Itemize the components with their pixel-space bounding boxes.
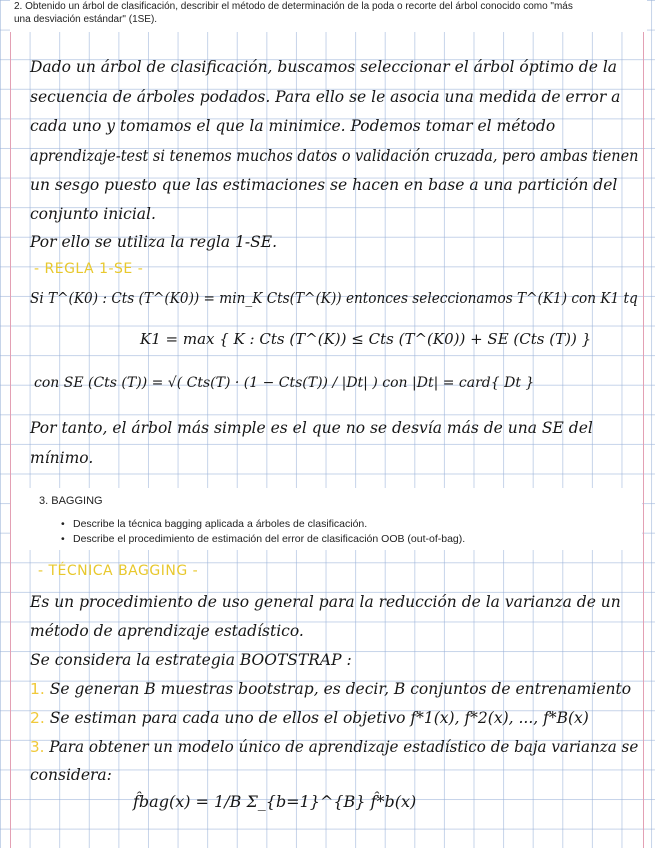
answer2-line-3: cada uno y tomamos el que la minimice. Podemos tomar el método [30, 117, 556, 135]
step-1-number: 1. [30, 680, 45, 698]
answer2-line-1: Dado un árbol de clasificación, buscamos seleccionar el árbol óptimo de la [30, 58, 618, 76]
question-3-block [11, 488, 642, 550]
answer2-line-5: un sesgo puesto que las estimaciones se hacen en base a una partición del [30, 176, 618, 194]
question-2-line-2: una desviación estándar" (1SE). [14, 14, 158, 25]
question-3-bullet-2: • Describe el procedimiento de estimación del error de clasificación OOB (out-of-bag). [59, 532, 465, 547]
bagging-intro-line-3: Se considera la estrategia BOOTSTRAP : [30, 651, 352, 669]
question-2-line-1: 2. Obtenido un árbol de clasificación, describir el método de determinación de la poda o recorte del árbol conocido como "más [14, 1, 573, 12]
step-3-number: 3. [30, 738, 45, 756]
bagging-step-3-continuation: considera: [30, 766, 112, 784]
bagging-intro-line-2: método de aprendizaje estadístico. [30, 622, 304, 640]
step-1-text: Se generan B muestras bootstrap, es decir, B conjuntos de entrenamiento [49, 680, 632, 698]
rule-line-1: Si T^(K0) : Cts (T^(K0)) = min_K Cts(T^(K)) entonces seleccionamos T^(K1) con K1 tq [30, 289, 638, 307]
rule-1se-heading: - REGLA 1-SE - [34, 261, 144, 277]
bagging-step-1 [30, 680, 631, 698]
notebook-margin-right [643, 0, 644, 848]
step-2-text: Se estiman para cada uno de ellos el objetivo f*1(x), f*2(x), ..., f*B(x) [49, 709, 589, 727]
notebook-margin-left [10, 0, 11, 848]
answer2-line-2: secuencia de árboles podados. Para ello se le asocia una medida de error a [30, 88, 621, 106]
se-definition-line: con SE (Cts (T)) = √( Cts(T) · (1 − Cts(T)) / |Dt| ) con |Dt| = card{ Dt } [34, 375, 535, 391]
bagging-heading: - TÉCNICA BAGGING - [38, 563, 199, 579]
answer2-line-6: conjunto inicial. [30, 205, 156, 223]
rule-line-2: K1 = max { K : Cts (T^(K)) ≤ Cts (T^(K0)) + SE (Cts (T)) } [140, 330, 592, 348]
answer2-line-4: aprendizaje-test si tenemos muchos datos o validación cruzada, pero ambas tienen [30, 147, 639, 165]
question-3-bullet-1: • Describe la técnica bagging aplicada a árboles de clasificación. [59, 517, 465, 532]
bagging-step-3 [30, 738, 638, 756]
conclusion-line-2: mínimo. [30, 449, 94, 467]
conclusion-line-1: Por tanto, el árbol más simple es el que no se desvía más de una SE del [30, 419, 593, 437]
question-2-block [10, 0, 647, 32]
answer2-line-7: Por ello se utiliza la regla 1-SE. [30, 233, 278, 251]
bagging-step-2 [30, 709, 589, 727]
step-2-number: 2. [30, 709, 45, 727]
bagging-formula: f̂bag(x) = 1/B Σ_{b=1}^{B} f̂*b(x) [133, 792, 417, 811]
bagging-intro-line-1: Es un procedimiento de uso general para la reducción de la varianza de un [30, 593, 621, 611]
step-3-text: Para obtener un modelo único de aprendizaje estadístico de baja varianza se [49, 738, 639, 756]
question-3-title: 3. BAGGING [39, 495, 103, 507]
question-3-bullet-list [59, 517, 465, 547]
